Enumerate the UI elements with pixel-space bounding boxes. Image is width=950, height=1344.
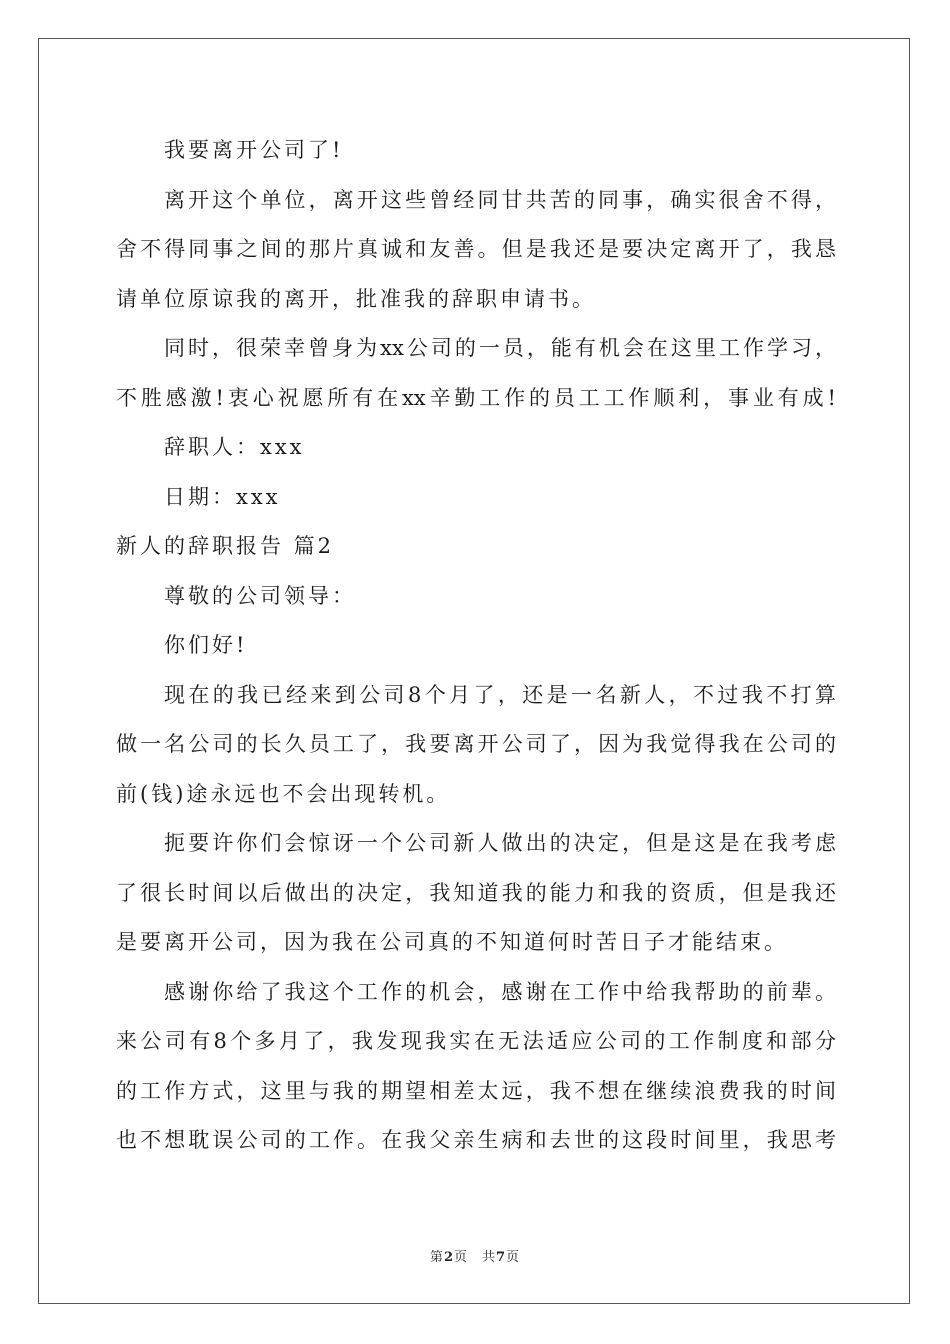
page-prefix: 第 xyxy=(429,1250,444,1265)
salutation: 尊敬的公司领导： xyxy=(164,583,356,608)
paragraph-line: 感谢你给了我这个工作的机会，感谢在工作中给我帮助的前辈。 xyxy=(164,979,836,1004)
date-line: 日期：xxx xyxy=(164,484,281,509)
current-page-number: 2 xyxy=(443,1250,454,1265)
paragraph-line: 也不想耽误公司的工作。在我父亲生病和去世的这段时间里，我思考 xyxy=(116,1128,836,1152)
document-body xyxy=(116,126,836,1166)
paragraph-line: 做一名公司的长久员工了，我要离开公司了，因为我觉得我在公司的 xyxy=(116,732,836,756)
paragraph-line: 舍不得同事之间的那片真诚和友善。但是我还是要决定离开了，我恳 xyxy=(116,237,836,261)
page-mid: 页 共 xyxy=(453,1250,496,1265)
paragraph-line: 前(钱)途永远也不会出现转机。 xyxy=(116,781,451,806)
paragraph-line: 请单位原谅我的离开，批准我的辞职申请书。 xyxy=(116,286,596,311)
paragraph-line: 扼要许你们会惊讶一个公司新人做出的决定，但是这是在我考虑 xyxy=(164,831,836,855)
page-suffix: 页 xyxy=(506,1250,521,1265)
paragraph-line: 同时，很荣幸曾身为xx公司的一员，能有机会在这里工作学习， xyxy=(164,336,836,360)
paragraph-line: 了很长时间以后做出的决定，我知道我的能力和我的资质，但是我还 xyxy=(116,880,836,905)
paragraph-line: 我要离开公司了! xyxy=(164,138,344,162)
paragraph-line: 是要离开公司，因为我在公司真的不知道何时苦日子才能结束。 xyxy=(116,930,788,954)
greeting: 你们好! xyxy=(164,633,248,657)
paragraph-line: 不胜感激!衷心祝愿所有在xx辛勤工作的员工工作顺利，事业有成! xyxy=(116,385,836,410)
total-pages-number: 7 xyxy=(496,1250,507,1265)
page-footer xyxy=(0,1246,950,1265)
section-heading: 新人的辞职报告 篇2 xyxy=(116,534,335,558)
paragraph-line: 来公司有8个多月了，我发现我实在无法适应公司的工作制度和部分 xyxy=(116,1029,836,1053)
paragraph-line: 离开这个单位，离开这些曾经同甘共苦的同事，确实很舍不得， xyxy=(164,187,836,212)
paragraph-line: 的工作方式，这里与我的期望相差太远，我不想在继续浪费我的时间 xyxy=(116,1078,836,1103)
signature-line: 辞职人：xxx xyxy=(164,435,305,459)
paragraph-line: 现在的我已经来到公司8个月了，还是一名新人，不过我不打算 xyxy=(164,682,836,707)
